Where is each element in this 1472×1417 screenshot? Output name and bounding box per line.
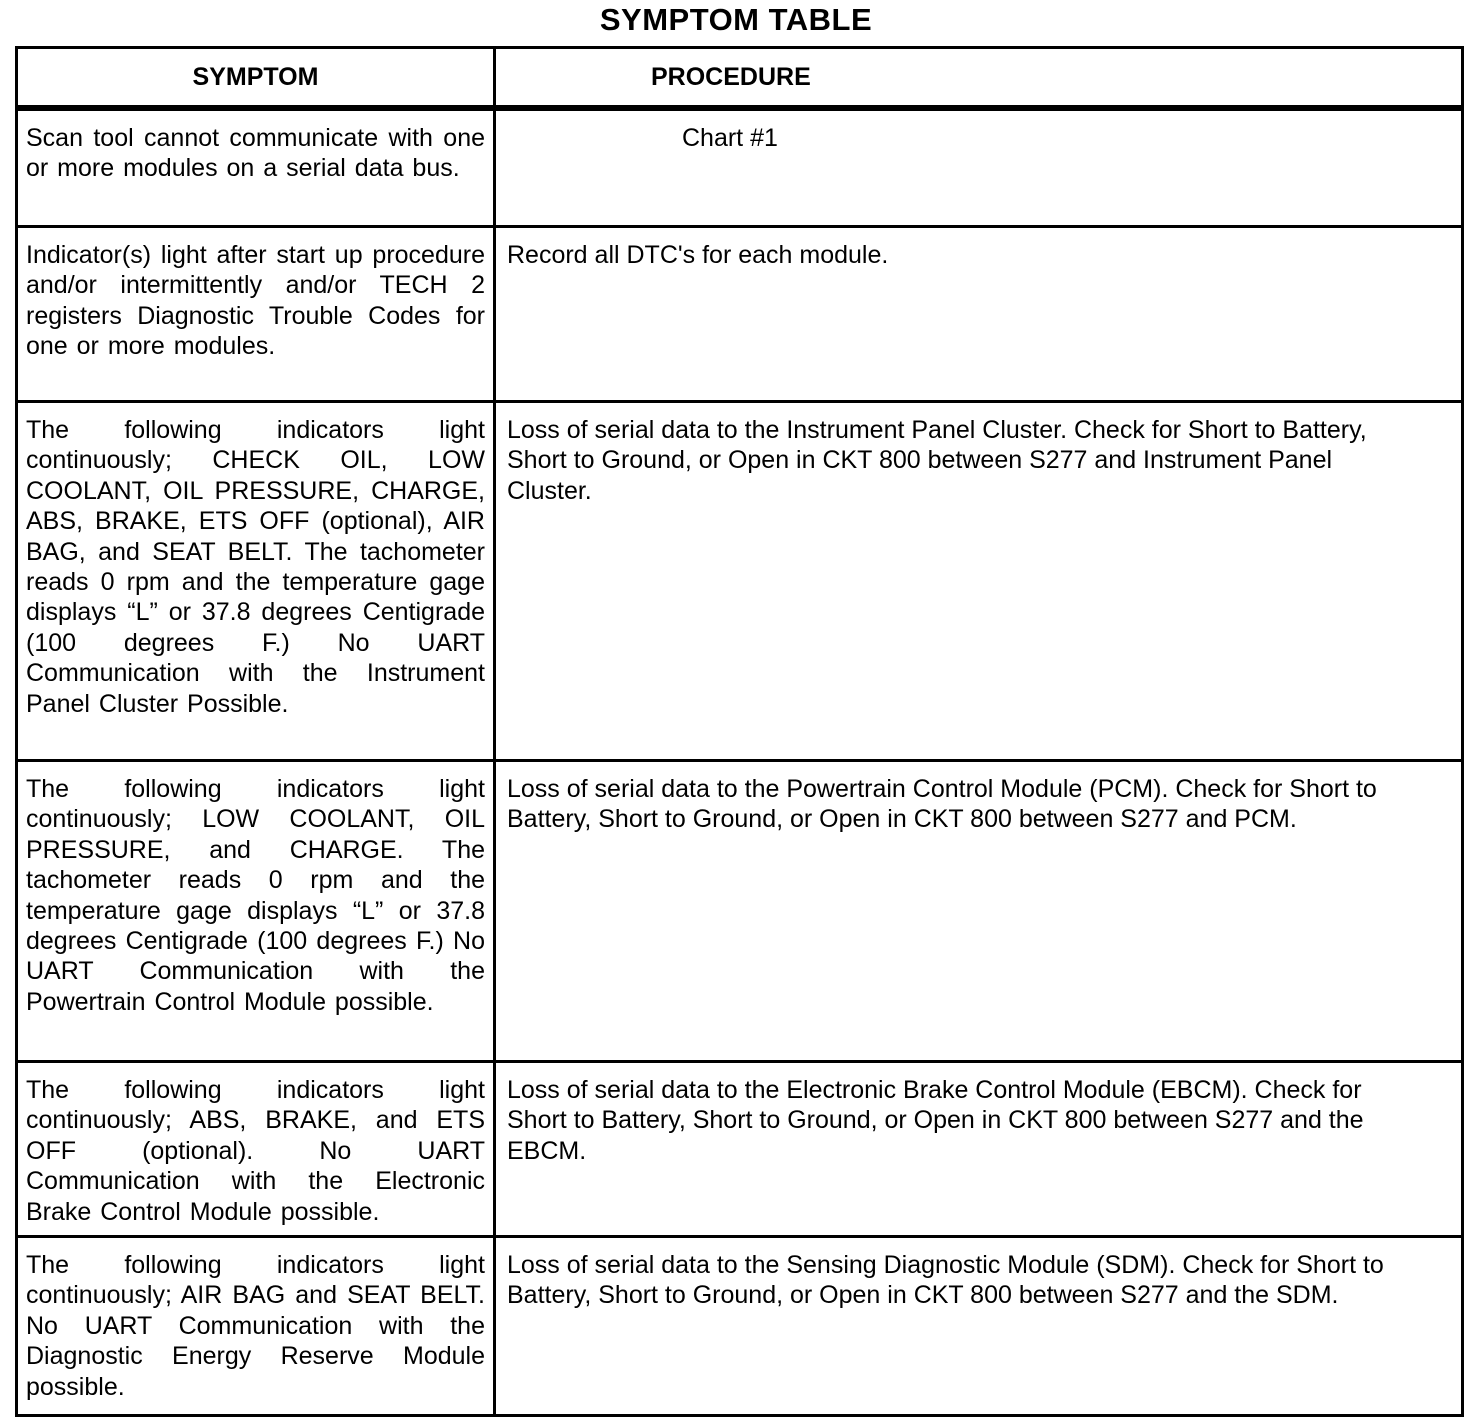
symptom-cell: The following indicators light continuously; CHECK OIL, LOW COOLANT, OIL PRESSURE, CHARGE, ABS, BRAKE, ETS OFF (optional), AIR BAG, and SEAT BELT. The tachometer reads 0 rpm and the temperature gage displays “L” or 37.8 degrees Centigrade (100 degrees F.) No UART Communication with the Instrument Panel Cluster Possible. xyxy=(17,402,495,761)
symptom-column-header: SYMPTOM xyxy=(17,48,495,109)
procedure-text: Chart #1 xyxy=(682,124,778,152)
header-row xyxy=(17,48,1463,109)
procedure-cell: Loss of serial data to the Powertrain Control Module (PCM). Check for Short to Battery, Short to Ground, or Open in CKT 800 between S277 and PCM. xyxy=(495,761,1463,1062)
table-row xyxy=(17,1237,1463,1416)
symptom-cell: Scan tool cannot communicate with one or more modules on a serial data bus. xyxy=(17,108,495,227)
procedure-cell xyxy=(495,108,1463,227)
procedure-cell: Loss of serial data to the Sensing Diagnostic Module (SDM). Check for Short to Battery, Short to Ground, or Open in CKT 800 between S277 and the SDM. xyxy=(495,1237,1463,1416)
table-row xyxy=(17,108,1463,227)
symptom-cell: The following indicators light continuously; ABS, BRAKE, and ETS OFF (optional). No UART Communication with the Electronic Brake Control Module possible. xyxy=(17,1062,495,1237)
symptom-cell: The following indicators light continuously; AIR BAG and SEAT BELT. No UART Communication with the Diagnostic Energy Reserve Module possible. xyxy=(17,1237,495,1416)
page-title: SYMPTOM TABLE xyxy=(599,2,873,37)
symptom-table xyxy=(15,46,1464,1417)
table-row xyxy=(17,1062,1463,1237)
table-row xyxy=(17,402,1463,761)
table-row xyxy=(17,761,1463,1062)
procedure-column-header: PROCEDURE xyxy=(495,48,1463,109)
table-row xyxy=(17,227,1463,402)
procedure-cell: Record all DTC's for each module. xyxy=(495,227,1463,402)
symptom-cell: The following indicators light continuously; LOW COOLANT, OIL PRESSURE, and CHARGE. The tachometer reads 0 rpm and the temperature gage displays “L” or 37.8 degrees Centigrade (100 degrees F.) No UART Communication with the Powertrain Control Module possible. xyxy=(17,761,495,1062)
symptom-cell: Indicator(s) light after start up procedure and/or intermittently and/or TECH 2 registers Diagnostic Trouble Codes for one or more modules. xyxy=(17,227,495,402)
procedure-cell: Loss of serial data to the Instrument Panel Cluster. Check for Short to Battery, Short to Ground, or Open in CKT 800 between S277 and Instrument Panel Cluster. xyxy=(495,402,1463,761)
procedure-cell: Loss of serial data to the Electronic Brake Control Module (EBCM). Check for Short to Battery, Short to Ground, or Open in CKT 800 between S277 and the EBCM. xyxy=(495,1062,1463,1237)
